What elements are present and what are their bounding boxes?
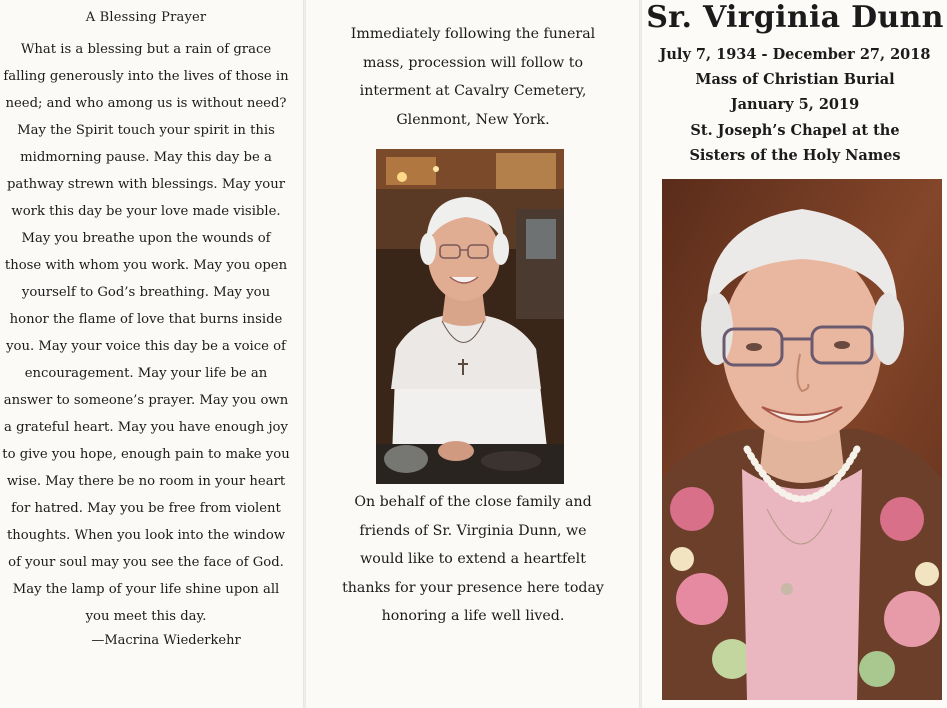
prayer-line: honor the flame of love that burns inside — [9, 312, 283, 327]
cover-portrait-illustration — [662, 179, 942, 700]
prayer-line: a grateful heart. May you have enough joy — [4, 420, 288, 435]
prayer-line: of your soul may you see the face of God. — [8, 555, 284, 570]
service-date: January 5, 2019 — [730, 96, 860, 114]
thanks-line: would like to extend a heartfelt — [360, 551, 586, 567]
prayer-line: need; and who among us is without need? — [5, 96, 287, 111]
thank-you-message — [306, 488, 640, 631]
prayer-line: you meet this day. — [85, 609, 207, 624]
prayer-line: encouragement. May your life be an — [24, 366, 268, 381]
procession-line: Glenmont, New York. — [396, 111, 550, 128]
prayer-line: you. May your voice this day be a voice of — [6, 339, 286, 354]
prayer-line: to give you hope, enough pain to make you — [2, 447, 290, 462]
prayer-line: midmorning pause. May this day be a — [20, 150, 272, 165]
prayer-line: May the Spirit touch your spirit in this — [17, 123, 275, 138]
prayer-line: wise. May there be no room in your heart — [6, 474, 286, 489]
procession-line: interment at Cavalry Cemetery, — [359, 83, 587, 99]
cover-portrait-photo — [662, 179, 942, 700]
service-location: St. Joseph’s Chapel at the — [690, 121, 900, 139]
prayer-line: those with whom you work. May you open — [4, 258, 288, 273]
procession-line: mass, procession will follow to — [362, 54, 584, 71]
prayer-text — [0, 36, 292, 630]
thanks-line: honoring a life well lived. — [381, 608, 565, 624]
prayer-line: for hatred. May you be free from violent — [11, 501, 281, 516]
prayer-line: yourself to God’s breathing. May you — [21, 285, 271, 300]
prayer-line: work this day be your love made visible. — [11, 204, 281, 219]
service-location: Sisters of the Holy Names — [689, 146, 901, 164]
thanks-line: On behalf of the close family and — [354, 494, 592, 510]
procession-line: Immediately following the funeral — [350, 26, 596, 42]
prayer-author: —Macrina Wiederkehr — [91, 633, 241, 648]
prayer-line: thoughts. When you look into the window — [6, 528, 286, 543]
service-details — [645, 42, 945, 168]
thanks-line: thanks for your presence here today — [342, 579, 604, 596]
prayer-line: falling generously into the lives of those in — [3, 69, 289, 84]
candid-portrait-photo — [376, 149, 564, 484]
life-dates: July 7, 1934 - December 27, 2018 — [659, 46, 931, 63]
prayer-line: May the lamp of your life shine upon all — [12, 582, 280, 597]
procession-notice — [306, 20, 640, 134]
prayer-line: May you breathe upon the wounds of — [21, 231, 271, 246]
deceased-name: Sr. Virginia Dunn — [646, 0, 944, 35]
service-name: Mass of Christian Burial — [695, 71, 895, 89]
prayer-line: answer to someone’s prayer. May you own — [3, 393, 289, 408]
prayer-line: pathway strewn with blessings. May your — [6, 177, 286, 192]
candid-portrait-illustration — [376, 149, 564, 484]
prayer-title: A Blessing Prayer — [85, 10, 207, 25]
thanks-line: friends of Sr. Virginia Dunn, we — [359, 522, 587, 539]
prayer-line: What is a blessing but a rain of grace — [20, 42, 272, 57]
